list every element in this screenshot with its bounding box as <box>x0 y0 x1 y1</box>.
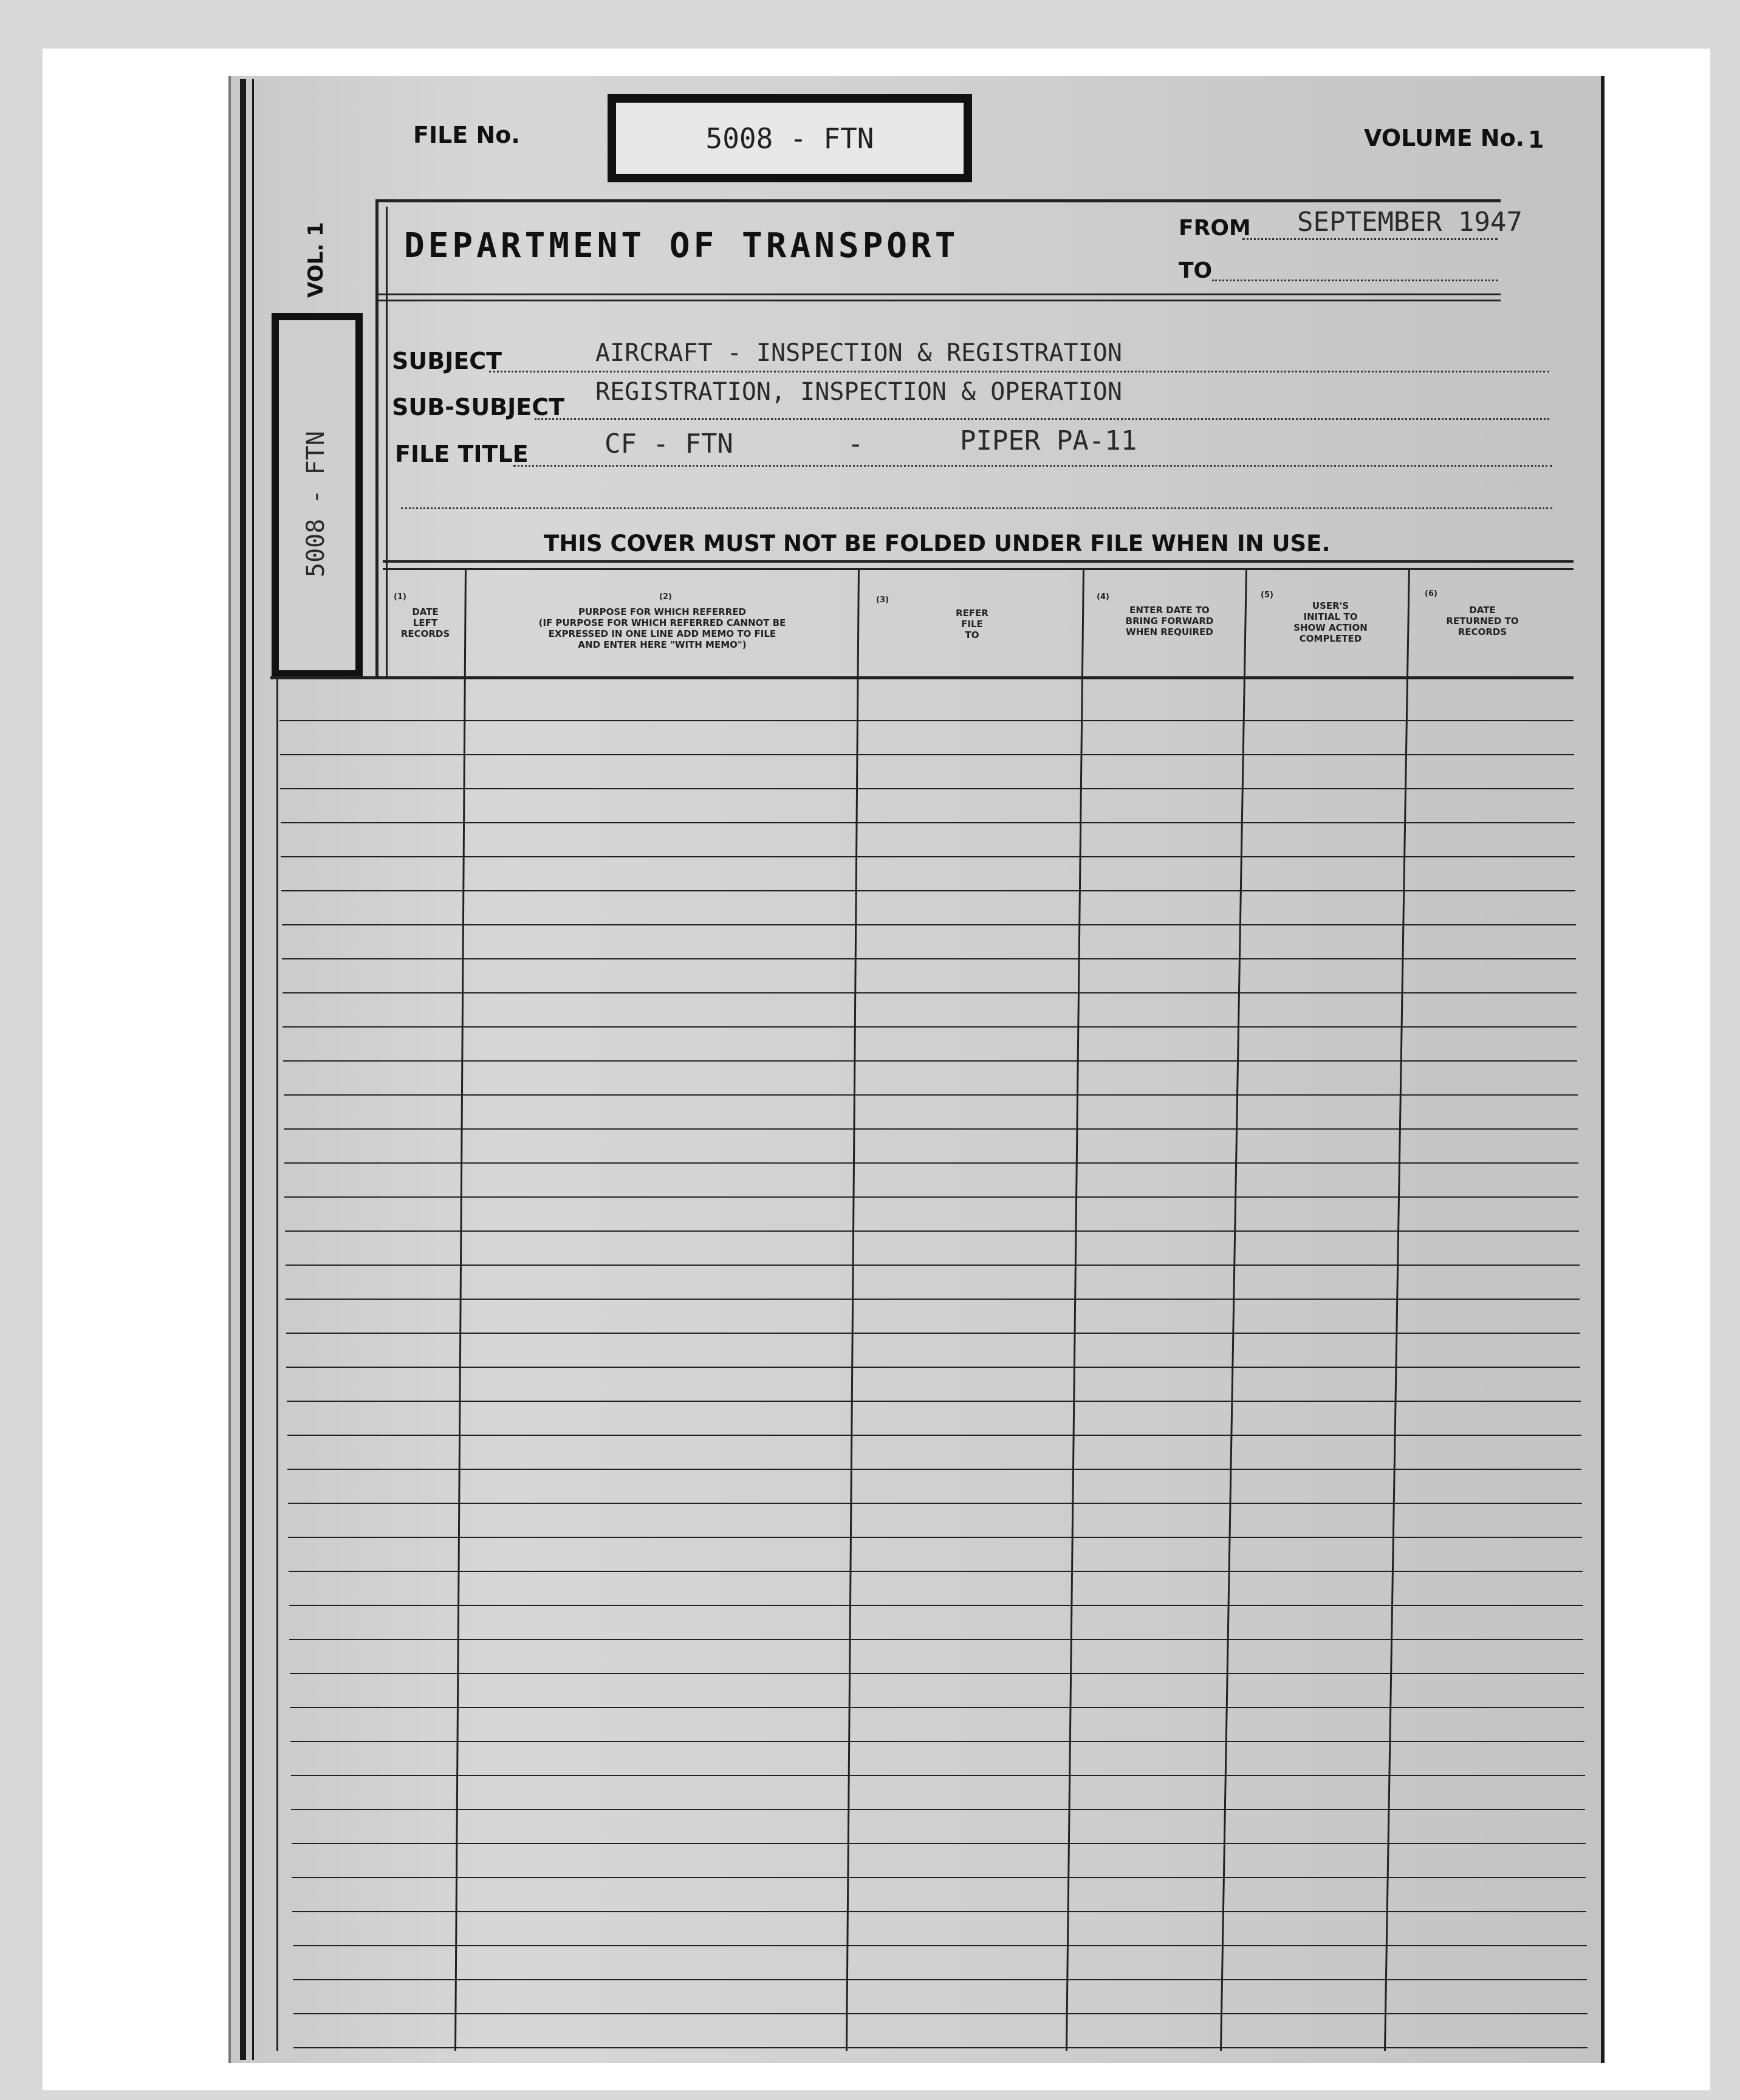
subject-value: AIRCRAFT - INSPECTION & REGISTRATION <box>595 339 1122 367</box>
file-no-label: FILE No. <box>413 122 520 148</box>
table-row-rule <box>290 1707 1584 1708</box>
file-title-label: FILE TITLE <box>395 441 529 467</box>
table-row-rule <box>284 1162 1578 1164</box>
table-row-rule <box>281 890 1575 891</box>
table-row-rule <box>280 788 1574 789</box>
file-no-box <box>608 94 972 182</box>
table-row-rule <box>287 1435 1581 1436</box>
file-title-aircraft: PIPER PA-11 <box>960 425 1137 456</box>
col6-header: DATE RETURNED TO RECORDS <box>1446 605 1519 637</box>
table-row-rule <box>288 1503 1582 1504</box>
to-dots <box>1212 280 1498 281</box>
table-row-rule <box>282 958 1576 959</box>
fold-notice: THIS COVER MUST NOT BE FOLDED UNDER FILE WHEN IN USE. <box>544 530 1331 557</box>
col5-number: (5) <box>1261 591 1273 600</box>
table-row-rule <box>293 1979 1587 1980</box>
col3-header: REFER FILE TO <box>956 608 988 640</box>
dept-top-rule <box>377 199 1501 202</box>
from-dots <box>1242 238 1498 240</box>
table-row-rule <box>292 1911 1586 1912</box>
col2-number: (2) <box>659 592 672 602</box>
dept-bottom-rule <box>377 293 1501 295</box>
table-left-border <box>276 676 278 2051</box>
table-row-rule <box>280 754 1574 755</box>
table-row-rule <box>286 1264 1580 1266</box>
file-title-dash: - <box>848 428 864 459</box>
table-row-rule <box>290 1673 1584 1674</box>
table-row-rule <box>292 1877 1586 1878</box>
subject-label: SUBJECT <box>392 348 502 374</box>
volume-value: 1 <box>1528 126 1544 153</box>
col5-header: USER'S INITIAL TO SHOW ACTION COMPLETED <box>1293 600 1368 644</box>
sub-subject-dots <box>535 418 1549 420</box>
file-title-registration: CF - FTN <box>605 428 733 459</box>
department-title: DEPARTMENT OF TRANSPORT <box>404 226 959 266</box>
file-title-dots <box>513 465 1552 467</box>
sub-subject-value: REGISTRATION, INSPECTION & OPERATION <box>595 378 1122 406</box>
table-row-rule <box>283 1026 1577 1028</box>
table-row-rule <box>281 822 1575 823</box>
col3-number: (3) <box>876 595 889 605</box>
table-row-rule <box>287 1469 1581 1470</box>
table-row-rule <box>285 1230 1579 1232</box>
table-row-rule <box>286 1367 1580 1368</box>
table-top-rule <box>383 560 1574 563</box>
file-no-value: 5008 - FTN <box>705 122 874 155</box>
table-row-rule <box>286 1299 1580 1300</box>
table-row-rule <box>291 1775 1585 1776</box>
volume-label: VOLUME No. <box>1364 125 1525 151</box>
col4-header: ENTER DATE TO BRING FORWARD WHEN REQUIRED <box>1125 605 1214 637</box>
table-row-rule <box>281 856 1575 857</box>
table-row-rule <box>289 1571 1583 1572</box>
col1-header: DATE LEFT RECORDS <box>400 606 450 639</box>
spine-rule <box>252 79 254 2060</box>
table-row-rule <box>289 1605 1583 1606</box>
from-label: FROM <box>1179 216 1251 241</box>
extra-dots <box>401 507 1552 509</box>
to-label: TO <box>1179 258 1213 283</box>
table-row-rule <box>283 992 1577 993</box>
spine-file-text: 5008 - FTN <box>302 431 330 577</box>
table-row-rule <box>287 1401 1581 1402</box>
table-row-rule <box>283 1060 1577 1062</box>
table-row-rule <box>291 1809 1585 1810</box>
table-row-rule <box>290 1741 1584 1742</box>
table-row-rule <box>292 1843 1586 1844</box>
col4-number: (4) <box>1097 592 1109 602</box>
spine-edge <box>240 79 246 2060</box>
table-row-rule <box>284 1094 1578 1096</box>
from-value: SEPTEMBER 1947 <box>1297 207 1522 238</box>
table-row-rule <box>289 1639 1583 1640</box>
table-row-rule <box>293 2047 1588 2048</box>
table-row-rule <box>284 1196 1578 1198</box>
table-row-rule <box>288 1537 1582 1538</box>
table-top-rule-2 <box>383 568 1574 570</box>
table-row-rule <box>282 924 1576 925</box>
col1-number: (1) <box>394 592 406 602</box>
table-row-rule <box>293 2013 1588 2014</box>
spine-volume-text: VOL. 1 <box>304 222 328 298</box>
col6-number: (6) <box>1425 589 1437 599</box>
table-row-rule <box>293 1945 1587 1946</box>
dept-left-rule <box>375 199 378 679</box>
col2-header: PURPOSE FOR WHICH REFERRED (IF PURPOSE FOR WHICH REFERRED CANNOT BE EXPRESSED IN ONE LINE ADD MEMO TO FILE AND ENTER HERE "WITH MEMO") <box>538 606 786 650</box>
table-row-rule <box>286 1333 1580 1334</box>
dept-left-inner-rule <box>386 207 388 679</box>
subject-dots <box>489 371 1549 372</box>
table-row-rule <box>284 1128 1578 1130</box>
dept-bottom-rule-2 <box>377 300 1501 301</box>
sub-subject-label: SUB-SUBJECT <box>392 394 565 420</box>
table-row-rule <box>279 720 1574 721</box>
